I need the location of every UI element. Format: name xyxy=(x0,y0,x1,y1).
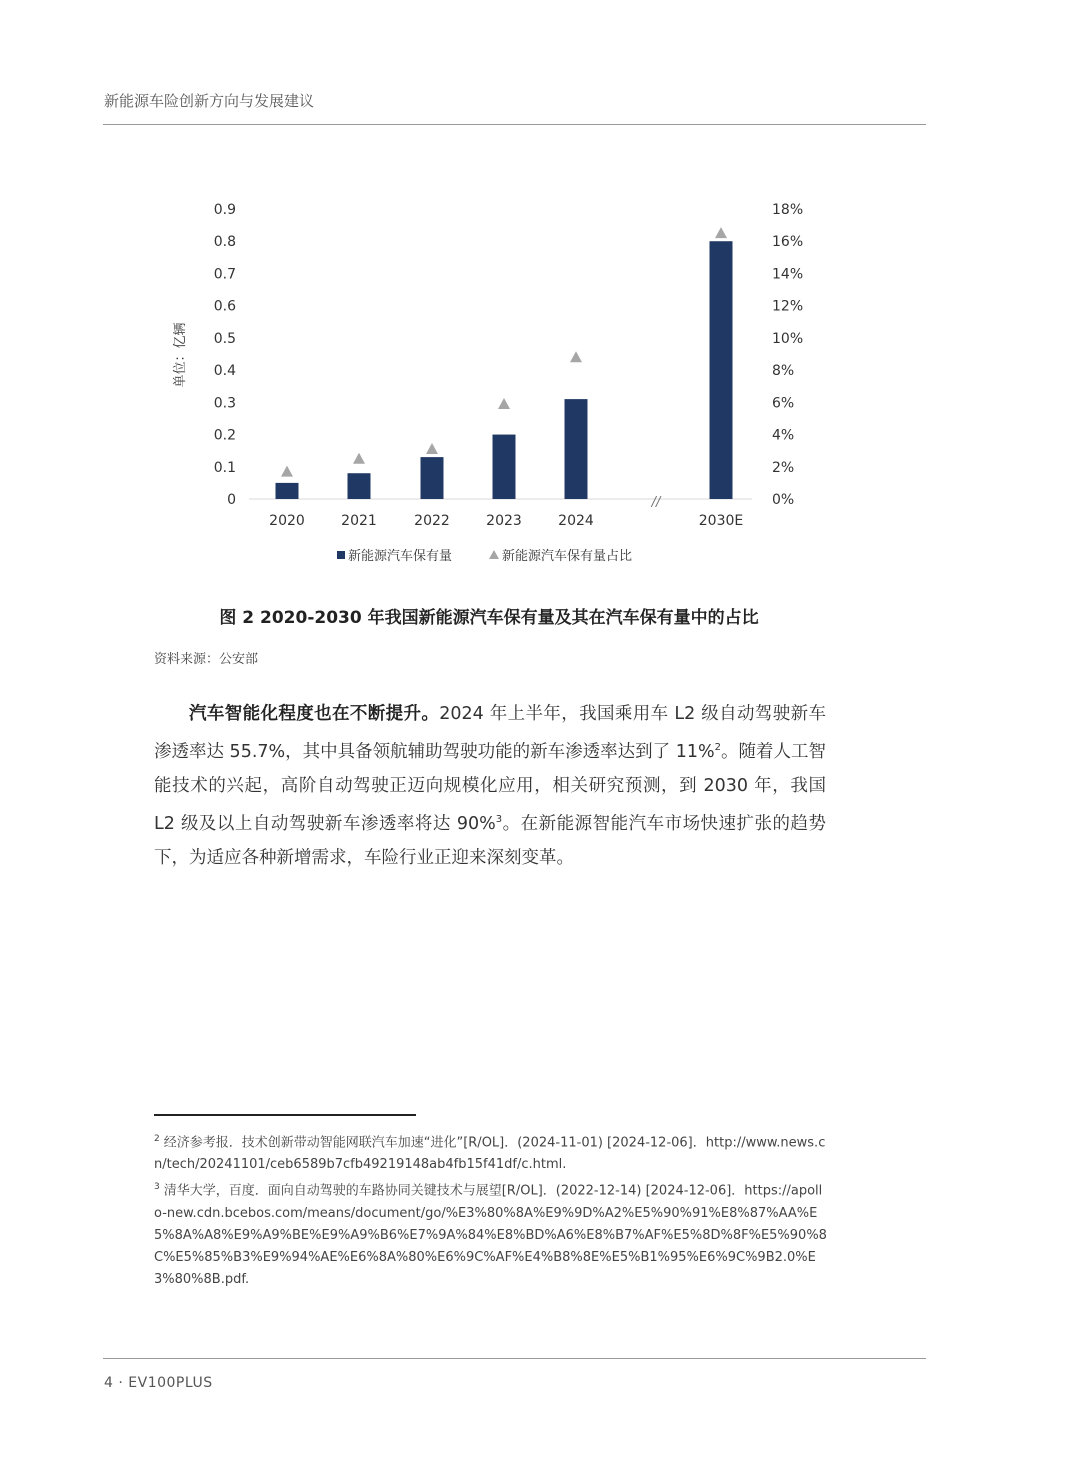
legend-bar-label: 新能源汽车保有量 xyxy=(348,549,453,564)
x-tick-label: 2021 xyxy=(341,513,377,529)
y2-tick-label: 0% xyxy=(772,492,795,508)
y2-tick-label: 16% xyxy=(772,234,804,251)
paragraph-lead: 汽车智能化程度也在不断提升。 xyxy=(189,704,440,724)
x-tick-label: 2023 xyxy=(486,513,522,529)
page-footer xyxy=(104,1375,213,1391)
y2-tick-label: 8% xyxy=(772,363,795,380)
y2-tick-label: 10% xyxy=(772,330,804,347)
footnote-ref-2[interactable]: 2 xyxy=(714,742,721,753)
bar-2021 xyxy=(348,473,371,499)
y-tick-label: 0.4 xyxy=(213,363,236,380)
y-axis-label: 单位：亿辆 xyxy=(173,322,188,388)
bar-2022 xyxy=(421,457,444,499)
legend-bar-swatch xyxy=(337,551,345,559)
share-marker-2021 xyxy=(353,453,365,464)
page-number: 4 xyxy=(104,1375,114,1391)
y2-tick-label: 18% xyxy=(772,202,804,218)
paragraph-text-3: 。在新能源智能汽车市场快速扩张的趋势下，为适应各种新增需求，车险行业正迎来深刻变革。 xyxy=(154,813,827,868)
ev-ownership-chart xyxy=(0,0,1080,590)
footnote-ref-3[interactable]: 3 xyxy=(495,813,503,825)
share-marker-2020 xyxy=(281,466,293,477)
legend-marker-swatch xyxy=(489,550,499,559)
paragraph-text-2: 。随着人工智能技术的兴起，高阶自动驾驶正迈向规模化应用，相关研究预测，到 2030 年，我国 L2 级及以上自动驾驶新车渗透率将达 90% xyxy=(154,741,826,834)
x-tick-label: 2024 xyxy=(558,513,594,529)
figure-source: 资料来源：公安部 xyxy=(154,652,259,667)
footnote-number: 3 xyxy=(154,1182,160,1193)
x-tick-label: 2030E xyxy=(698,513,744,529)
y2-tick-label: 4% xyxy=(772,427,795,444)
share-marker-2024 xyxy=(570,351,582,362)
footnote-divider xyxy=(154,1114,416,1116)
figure-caption: 图 2 2020-2030 年我国新能源汽车保有量及其在汽车保有量中的占比 xyxy=(219,608,759,628)
footnote-3 xyxy=(154,1176,829,1290)
y-tick-label: 0.6 xyxy=(213,298,236,315)
footnotes xyxy=(154,1128,829,1291)
y2-tick-label: 14% xyxy=(772,266,804,283)
share-marker-2023 xyxy=(498,398,510,409)
footnote-text: 清华大学，百度．面向自动驾驶的车路协同关键技术与展望[R/OL]．(2022-12-14) [2024-12-06]．https://apollo-new.cdn.bcebos.com/means/document/go/%E3%80%8A%E9%9D%A2%E5%90%91%E8%87%AA%E5%8A%A8%E9%A9%BE%E9%A9%B6%E7%9A%84%E8%BD%A6%E8%B7%AF%E5%8D%8F%E5%90%8C%E5%85%B3%E9%94%AE%E6%8A%80%E6%9C%AF%E4%B8%8E%E5%B1%95%E6%9C%9B2.0%E3%80%8B.pdf. xyxy=(154,1183,827,1287)
share-marker-2022 xyxy=(426,443,438,454)
footer-divider xyxy=(103,1358,926,1359)
x-tick-label: 2020 xyxy=(269,513,305,529)
y-tick-label: 0.7 xyxy=(213,266,236,283)
footer-brand: EV100PLUS xyxy=(128,1375,213,1391)
running-header-title: 新能源车险创新方向与发展建议 xyxy=(104,92,315,110)
footnote-number: 2 xyxy=(154,1134,160,1144)
y-tick-label: 0 xyxy=(227,492,236,508)
y2-tick-label: 6% xyxy=(772,395,795,412)
y2-tick-label: 2% xyxy=(772,459,795,476)
footnote-text: 经济参考报．技术创新带动智能网联汽车加速“进化”[R/OL]．(2024-11-01) [2024-12-06]．http://www.news.cn/tech/20241101/ceb6589b7cfb49219148ab4fb15f41df/c.html. xyxy=(154,1135,826,1173)
body-paragraph xyxy=(154,697,826,875)
footer-separator: · xyxy=(118,1375,124,1391)
y-tick-label: 0.9 xyxy=(213,202,236,218)
bar-2020 xyxy=(276,483,299,499)
y-tick-label: 0.1 xyxy=(213,459,236,476)
y-tick-label: 0.8 xyxy=(213,234,236,251)
bar-2024 xyxy=(565,399,588,499)
y-tick-label: 0.5 xyxy=(213,330,236,347)
chart-legend xyxy=(337,548,632,564)
legend-marker-label: 新能源汽车保有量占比 xyxy=(502,549,633,564)
bar-2030E xyxy=(710,241,733,499)
x-tick-label: 2022 xyxy=(414,513,450,529)
share-marker-2030E xyxy=(715,227,727,238)
bar-2023 xyxy=(493,435,516,499)
y-tick-label: 0.3 xyxy=(213,395,236,412)
footnote-2 xyxy=(154,1128,829,1176)
axis-break-mark: // xyxy=(651,495,661,510)
y-tick-label: 0.2 xyxy=(213,427,236,444)
paragraph-text-1: 2024 年上半年，我国乘用车 L2 级自动驾驶新车渗透率达 55.7%，其中具备领航辅助驾驶功能的新车渗透率达到了 11% xyxy=(154,704,827,762)
y2-tick-label: 12% xyxy=(772,298,804,315)
